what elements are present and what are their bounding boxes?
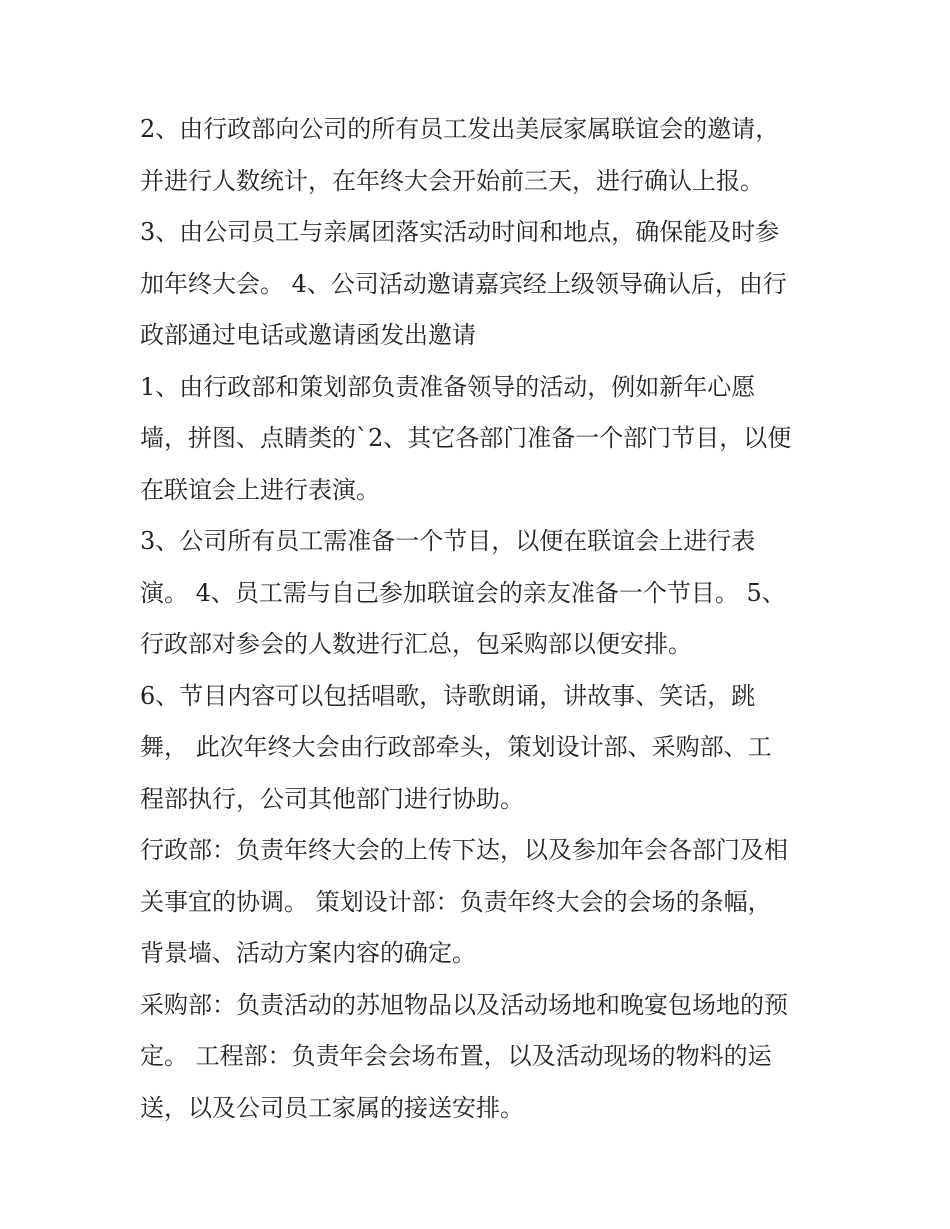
text-line: 2、由行政部向公司的所有员工发出美辰家属联谊会的邀请， [140, 115, 780, 143]
paragraph-schedule-guests [140, 207, 820, 362]
text-line: 演。 4、员工需与自己参加联谊会的亲友准备一个节目。 5、 [140, 578, 786, 607]
text-line: 背景墙、活动方案内容的确定。 [140, 939, 476, 967]
text-line: 并进行人数统计，在年终大会开始前三天，进行确认上报。 [140, 166, 764, 195]
text-line: 采购部：负责活动的苏旭物品以及活动场地和晚宴包场地的预 [140, 990, 788, 1019]
text-line: 在联谊会上进行表演。 [140, 475, 380, 504]
text-line: 行政部：负责年终大会的上传下达，以及参加年会各部门及相 [140, 836, 788, 864]
text-line: 关事宜的协调。 策划设计部：负责年终大会的会场的条幅， [140, 887, 772, 916]
text-line: 行政部对参会的人数进行汇总，包采购部以便安排。 [140, 630, 692, 658]
text-line: 加年终大会。 4、公司活动邀请嘉宾经上级领导确认后，由行 [140, 269, 787, 298]
text-line: 程部执行，公司其他部门进行协助。 [140, 784, 524, 813]
paragraph-program-content [140, 671, 820, 826]
text-line: 1、由行政部和策划部负责准备领导的活动，例如新年心愿 [140, 372, 756, 401]
paragraph-leader-activities [140, 362, 820, 517]
text-line: 舞， 此次年终大会由行政部牵头，策划设计部、采购部、工 [140, 733, 772, 761]
paragraph-admin-planning-duties [140, 825, 820, 980]
text-line: 3、公司所有员工需准备一个节目，以便在联谊会上进行表 [140, 527, 756, 555]
paragraph-purchasing-engineering-duties [140, 980, 820, 1135]
document-body [140, 104, 820, 1134]
text-line: 政部通过电话或邀请函发出邀请 [140, 321, 476, 349]
paragraph-invitation-family [140, 104, 820, 207]
text-line: 3、由公司员工与亲属团落实活动时间和地点，确保能及时参 [140, 218, 780, 246]
text-line: 送，以及公司员工家属的接送安排。 [140, 1093, 524, 1122]
text-line: 定。 工程部：负责年会会场布置，以及活动现场的物料的运 [140, 1042, 772, 1070]
text-line: 墙，拼图、点睛类的`2、其它各部门准备一个部门节目，以便 [140, 424, 792, 452]
paragraph-employee-programs [140, 516, 820, 671]
text-line: 6、节目内容可以包括唱歌，诗歌朗诵，讲故事、笑话，跳 [140, 681, 756, 710]
